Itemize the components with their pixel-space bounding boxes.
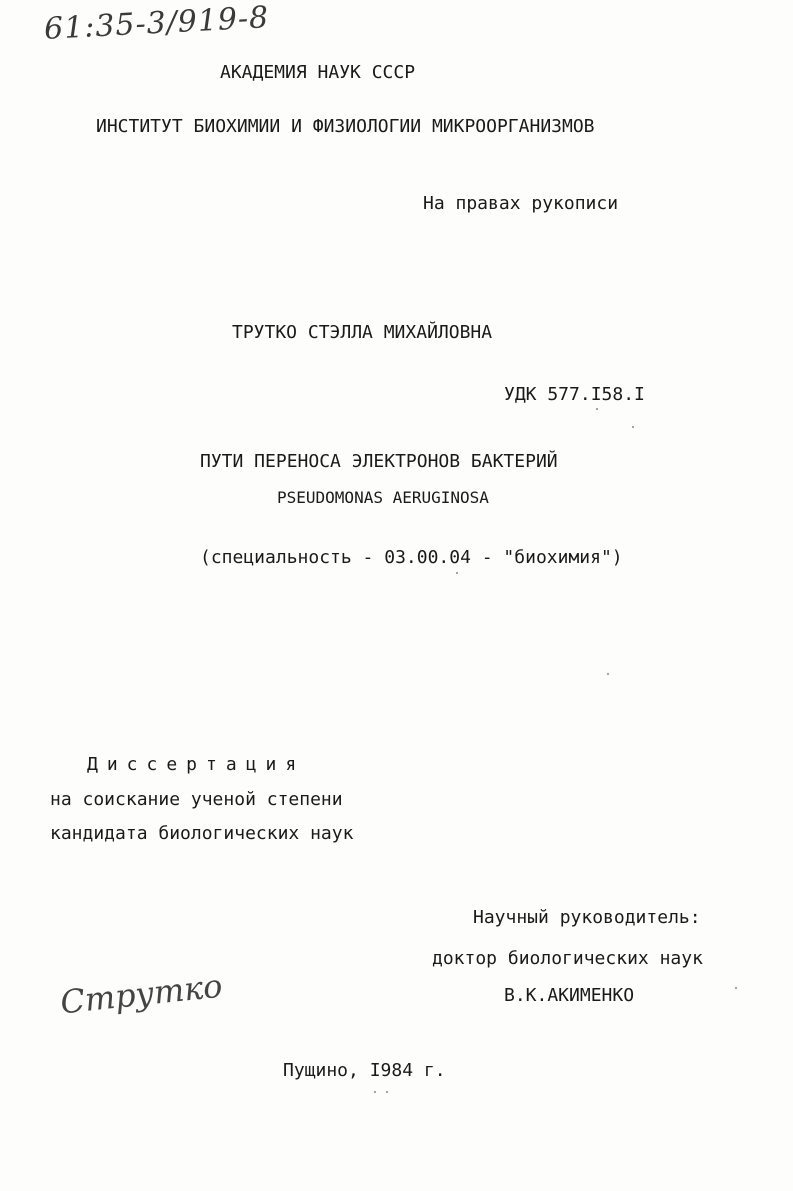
scan-speck bbox=[607, 673, 609, 675]
work-type: Диссертация bbox=[87, 754, 306, 775]
scan-speck bbox=[456, 572, 458, 574]
academy-name: АКАДЕМИЯ НАУК СССР bbox=[220, 62, 416, 83]
scan-speck bbox=[374, 1091, 376, 1093]
place-year: Пущино, I984 г. bbox=[283, 1060, 446, 1081]
scan-speck bbox=[632, 426, 634, 428]
degree-line-2: кандидата биологических наук bbox=[50, 823, 354, 844]
scan-speck bbox=[386, 1091, 388, 1093]
udk-code: УДК 577.I58.I bbox=[504, 384, 645, 405]
rights-notice: На правах рукописи bbox=[423, 193, 619, 214]
supervisor-name: В.К.АКИМЕНКО bbox=[504, 985, 635, 1006]
scan-speck bbox=[735, 987, 737, 989]
supervisor-label: Научный руководитель: bbox=[473, 907, 701, 928]
scan-speck bbox=[596, 408, 598, 410]
thesis-title-organism: PSEUDOMONAS AERUGINOSA bbox=[277, 488, 489, 507]
degree-line-1: на соискание ученой степени bbox=[50, 789, 343, 810]
archive-handwritten-mark: 61:35-3/919-8 bbox=[43, 0, 271, 47]
thesis-title: ПУТИ ПЕРЕНОСА ЭЛЕКТРОНОВ БАКТЕРИЙ bbox=[200, 451, 558, 472]
author-signature: Струтко bbox=[58, 966, 225, 1022]
speciality: (специальность - 03.00.04 - "биохимия") bbox=[200, 547, 623, 568]
institute-name: ИНСТИТУТ БИОХИМИИ И ФИЗИОЛОГИИ МИКРООРГАНИЗМОВ bbox=[96, 116, 595, 137]
supervisor-degree: доктор биологических наук bbox=[432, 948, 703, 969]
author-name: ТРУТКО СТЭЛЛА МИХАЙЛОВНА bbox=[232, 322, 493, 343]
